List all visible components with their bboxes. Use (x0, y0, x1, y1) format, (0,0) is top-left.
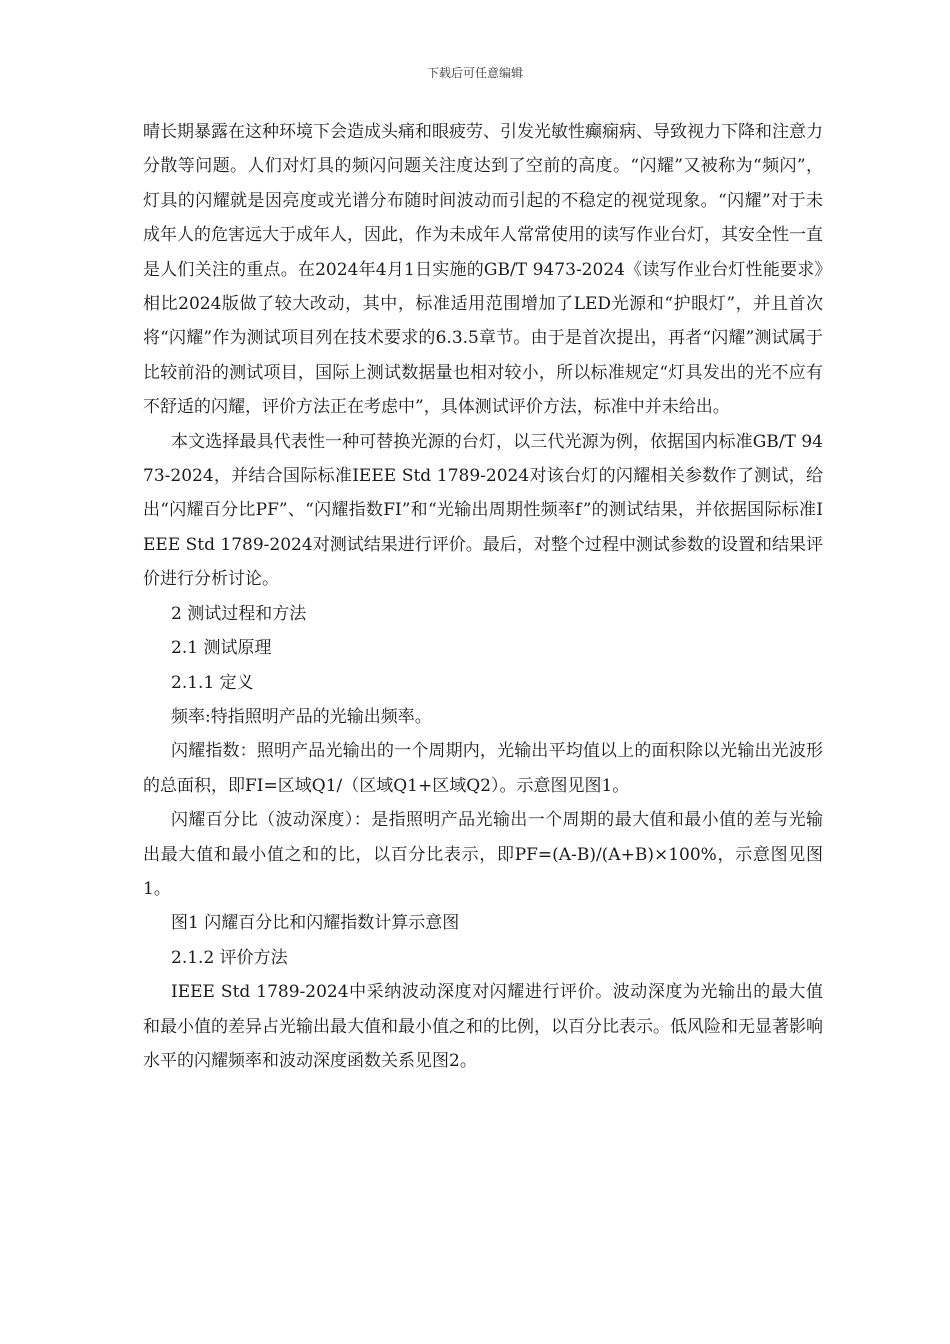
paragraph-intro-continued: 晴长期暴露在这种环境下会造成头痛和眼疲劳、引发光敏性癫痫病、导致视力下降和注意力分散等问题。人们对灯具的频闪问题关注度达到了空前的高度。“闪耀”又被称为“频闪”，灯具的闪耀就是因亮度或光谱分布随时间波动而引起的不稳定的视觉现象。“闪耀”对于未成年人的危害远大于成年人，因此，作为未成年人常常使用的读写作业台灯，其安全性一直是人们关注的重点。在2024年4月1日实施的GB/T 9473-2024《读写作业台灯性能要求》相比2024版做了较大改动，其中，标准适用范围增加了LED光源和“护眼灯”，并且首次将“闪耀”作为测试项目列在技术要求的6.3.5章节。由于是首次提出，再者“闪耀”测试属于比较前沿的测试项目，国际上测试数据量也相对较小，所以标准规定“灯具发出的光不应有不舒适的闪耀，评价方法正在考虑中”，具体测试评价方法，标准中并未给出。 (143, 122, 823, 418)
paragraph-evaluation-method: IEEE Std 1789-2024中采纳波动深度对闪耀进行评价。波动深度为光输出的最大值和最小值的差异占光输出最大值和最小值之和的比例，以百分比表示。低风险和无显著影响水平的闪耀频率和波动深度函数关系见图2。 (143, 982, 823, 1071)
definition-frequency: 频率:特指照明产品的光输出频率。 (171, 706, 432, 727)
section-heading-2: 2 测试过程和方法 (171, 603, 307, 624)
paragraph-method-overview: 本文选择最具代表性一种可替换光源的台灯，以三代光源为例，依据国内标准GB/T 9473-2024，并结合国际标准IEEE Std 1789-2024对该台灯的闪耀相关参数作了测试，给出“闪耀百分比PF”、“闪耀指数FI”和“光输出周期性频率f”的测试结果，并依据国际标准IEEE Std 1789-2024对测试结果进行评价。最后，对整个过程中测试参数的设置和结果评价进行分析讨论。 (143, 431, 823, 590)
section-heading-2-1-2: 2.1.2 评价方法 (171, 947, 288, 968)
section-heading-2-1-1: 2.1.1 定义 (171, 672, 254, 693)
definition-flicker-index: 闪耀指数：照明产品光输出的一个周期内，光输出平均值以上的面积除以光输出光波形的总面积，即FI=区域Q1/（区域Q1+区域Q2）。示意图见图1。 (143, 741, 823, 796)
document-body (143, 115, 823, 1078)
definition-flicker-percent: 闪耀百分比（波动深度）：是指照明产品光输出一个周期的最大值和最小值的差与光输出最大值和最小值之和的比，以百分比表示，即PF=(A-B)/(A+B)×100%，示意图见图1。 (143, 810, 823, 899)
figure-1-caption: 图1 闪耀百分比和闪耀指数计算示意图 (171, 913, 460, 934)
page-header: 下载后可任意编辑 (426, 66, 523, 80)
section-heading-2-1: 2.1 测试原理 (171, 638, 272, 659)
